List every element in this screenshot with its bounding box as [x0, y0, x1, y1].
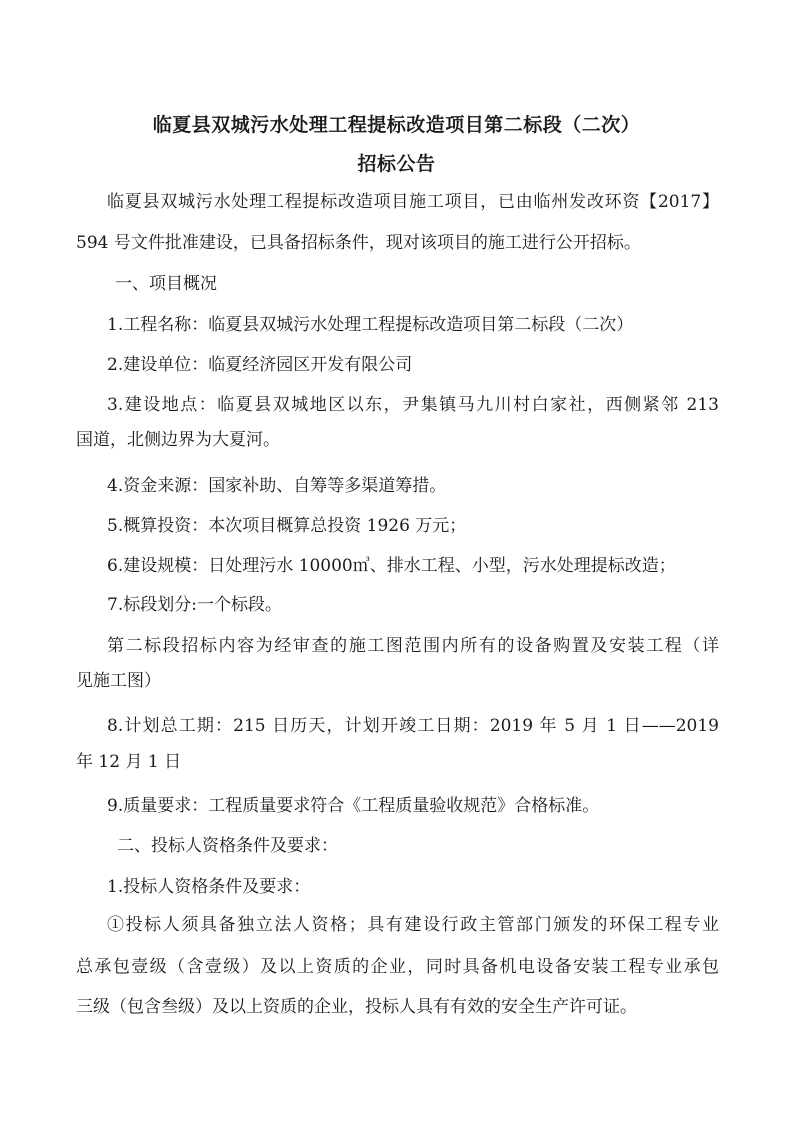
scale-item: 6.建设规模：日处理污水 10000㎥、排水工程、小型，污水处理提标改造；: [107, 556, 676, 576]
investment-item: 5.概算投资：本次项目概算总投资 1926 万元；: [107, 516, 467, 536]
requirement-1-line-2: 总承包壹级（含壹级）及以上资质的企业，同时具备机电设备安装工程专业承包: [76, 957, 719, 977]
project-name-item: 1.工程名称：临夏县双城污水处理工程提标改造项目第二标段（二次）: [107, 315, 634, 335]
requirement-1-line-3: 三级（包含叁级）及以上资质的企业，投标人具有有效的安全生产许可证。: [76, 997, 637, 1017]
schedule-item-line-1: 8.计划总工期：215 日历天，计划开竣工日期：2019 年 5 月 1 日——2019: [107, 716, 719, 736]
lot-division-item: 7.标段划分:一个标段。: [107, 595, 282, 615]
document-title: 临夏县双城污水处理工程提标改造项目第二标段（二次）: [152, 114, 641, 136]
location-item-line-2: 国道，北侧边界为大夏河。: [76, 430, 280, 450]
scope-line-2: 见施工图）: [76, 671, 161, 691]
location-item-line-1: 3.建设地点：临夏县双城地区以东，尹集镇马九川村白家社，西侧紧邻 213: [107, 395, 719, 415]
funding-item: 4.资金来源：国家补助、自筹等多渠道筹措。: [107, 476, 447, 496]
builder-item: 2.建设单位：临夏经济园区开发有限公司: [107, 355, 413, 375]
quality-item: 9.质量要求：工程质量要求符合《工程质量验收规范》合格标准。: [107, 796, 600, 816]
document-subtitle: 招标公告: [357, 153, 436, 175]
scope-line-1: 第二标段招标内容为经审查的施工图范围内所有的设备购置及安装工程（详: [107, 636, 719, 656]
qualification-item: 1.投标人资格条件及要求：: [107, 877, 311, 897]
schedule-item-line-2: 年 12 月 1 日: [76, 752, 182, 772]
section-1-heading: 一、项目概况: [115, 274, 217, 294]
section-2-heading: 二、投标人资格条件及要求：: [117, 836, 338, 856]
intro-paragraph-line-2: 594 号文件批准建设，已具备招标条件，现对该项目的施工进行公开招标。: [76, 233, 641, 253]
requirement-1-line-1: ①投标人须具备独立法人资格；具有建设行政主管部门颁发的环保工程专业: [107, 915, 719, 935]
intro-paragraph-line-1: 临夏县双城污水处理工程提标改造项目施工项目，已由临州发改环资【2017】: [107, 192, 719, 212]
